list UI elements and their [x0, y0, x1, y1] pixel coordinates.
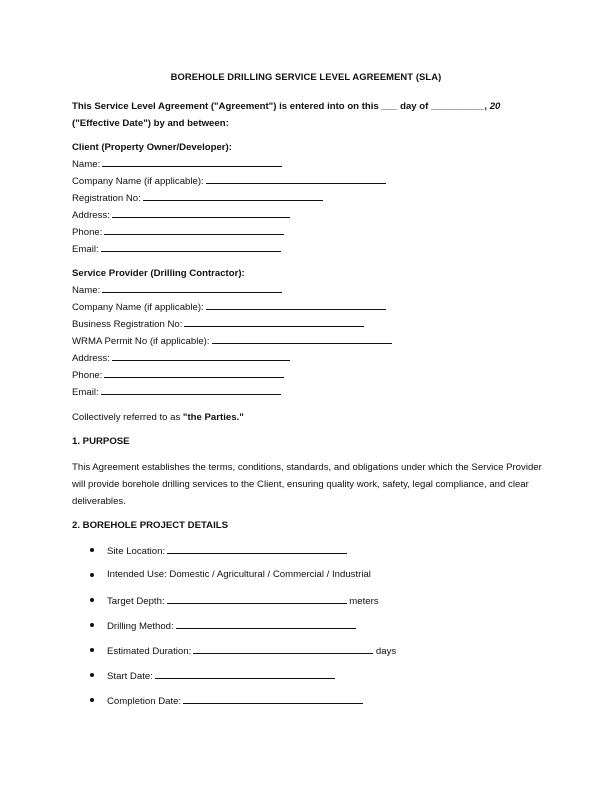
fill-line[interactable] [167, 594, 347, 604]
field-label: Name: [72, 285, 101, 296]
fill-line[interactable] [193, 644, 373, 654]
item-label: Start Date: [107, 671, 153, 682]
fill-line[interactable] [212, 334, 392, 344]
list-item[interactable] [90, 669, 396, 694]
bullet-icon [90, 698, 94, 702]
section-1-text: This Agreement establishes the terms, conditions, standards, and obligations under which the Service Provider will provide borehole drilling services to the Client, ensuring quality work, safety, legal compliance, and clear deliverables. [72, 462, 542, 507]
provider-wrma-permit-field[interactable] [72, 333, 392, 350]
provider-business-registration-field[interactable] [72, 316, 392, 333]
list-item[interactable] [90, 544, 396, 569]
provider-name-field[interactable] [72, 282, 392, 299]
field-label: Phone: [72, 227, 103, 238]
client-block [72, 139, 386, 258]
fill-line[interactable] [112, 208, 290, 218]
field-label: Name: [72, 159, 101, 170]
item-label: Completion Date: [107, 696, 182, 707]
provider-block [72, 265, 392, 401]
client-address-field[interactable] [72, 207, 386, 224]
field-label: Address: [72, 353, 110, 364]
field-label: Phone: [72, 370, 103, 381]
fill-line[interactable] [101, 242, 281, 252]
field-label: Email: [72, 244, 99, 255]
fill-line[interactable] [167, 544, 347, 554]
client-email-field[interactable] [72, 241, 386, 258]
list-item[interactable] [90, 644, 396, 669]
intro-paragraph [72, 98, 552, 132]
client-phone-field[interactable] [72, 224, 386, 241]
intro-year: 20 [489, 101, 501, 112]
bullet-icon [90, 623, 94, 627]
item-label: Target Depth: [107, 596, 165, 607]
bullet-icon [90, 673, 94, 677]
fill-line[interactable] [143, 191, 323, 201]
fill-line[interactable] [155, 669, 335, 679]
list-item[interactable] [90, 594, 396, 619]
project-details-list [90, 544, 396, 719]
item-label: Drilling Method: [107, 621, 174, 632]
fill-line[interactable] [102, 283, 282, 293]
bullet-icon [90, 573, 94, 577]
field-label: Business Registration No: [72, 319, 183, 330]
section-1-heading: 1. PURPOSE [72, 436, 130, 447]
field-label: WRMA Permit No (if applicable): [72, 336, 210, 347]
collective-statement [72, 409, 542, 426]
provider-company-field[interactable] [72, 299, 392, 316]
fill-line[interactable] [183, 694, 363, 704]
section-2-heading: 2. BOREHOLE PROJECT DETAILS [72, 520, 229, 531]
provider-heading: Service Provider (Drilling Contractor): [72, 268, 245, 279]
fill-line[interactable] [184, 317, 364, 327]
item-label: Intended Use: Domestic / Agricultural / Commercial / Industrial [107, 569, 371, 580]
list-item [90, 569, 396, 594]
client-company-field[interactable] [72, 173, 386, 190]
item-unit: meters [349, 596, 379, 607]
bullet-icon [90, 648, 94, 652]
field-label: Email: [72, 387, 99, 398]
collective-term: "the Parties." [182, 412, 244, 423]
field-label: Company Name (if applicable): [72, 302, 204, 313]
fill-line[interactable] [102, 157, 282, 167]
field-label: Registration No: [72, 193, 141, 204]
fill-line[interactable] [176, 619, 356, 629]
collective-prefix: Collectively referred to as [72, 412, 181, 423]
client-name-field[interactable] [72, 156, 386, 173]
client-registration-field[interactable] [72, 190, 386, 207]
bullet-icon [90, 598, 94, 602]
client-heading: Client (Property Owner/Developer): [72, 142, 232, 153]
fill-line[interactable] [101, 385, 281, 395]
bullet-icon [90, 548, 94, 552]
field-label: Company Name (if applicable): [72, 176, 204, 187]
intro-text-part1: This Service Level Agreement ("Agreement") is entered into on this ___ day of __________, [72, 101, 488, 112]
fill-line[interactable] [104, 368, 284, 378]
item-unit: days [375, 646, 397, 657]
field-label: Address: [72, 210, 110, 221]
fill-line[interactable] [104, 225, 284, 235]
list-item[interactable] [90, 694, 396, 719]
item-label: Site Location: [107, 546, 166, 557]
fill-line[interactable] [112, 351, 290, 361]
provider-address-field[interactable] [72, 350, 392, 367]
list-item[interactable] [90, 619, 396, 644]
intro-text-part2: ("Effective Date") by and between: [72, 118, 229, 129]
document-title: BOREHOLE DRILLING SERVICE LEVEL AGREEMENT (SLA) [170, 71, 442, 82]
provider-phone-field[interactable] [72, 367, 392, 384]
fill-line[interactable] [206, 174, 386, 184]
item-label: Estimated Duration: [107, 646, 192, 657]
fill-line[interactable] [206, 300, 386, 310]
provider-email-field[interactable] [72, 384, 392, 401]
